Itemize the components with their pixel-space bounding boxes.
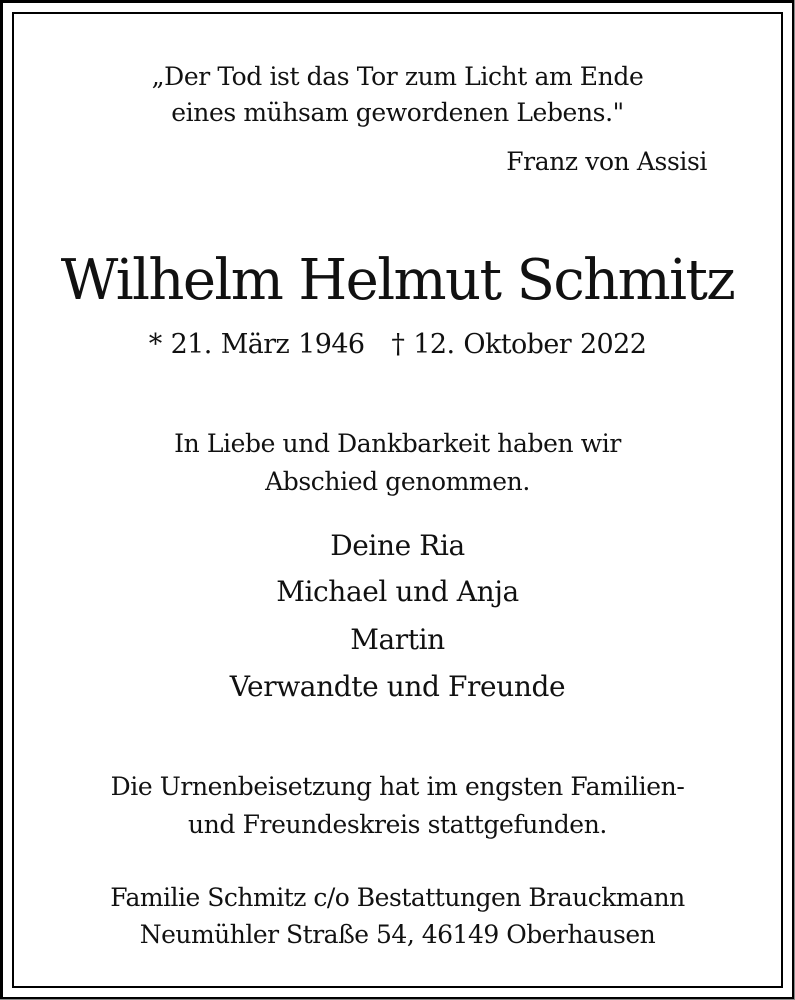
burial-line-1: Die Urnenbeisetzung hat im engsten Familien- bbox=[110, 772, 685, 801]
quote-line-2: eines mühsam gewordenen Lebens." bbox=[171, 98, 624, 127]
mourner-item: Deine Ria bbox=[330, 529, 465, 562]
contact-line-2: Neumühler Straße 54, 46149 Oberhausen bbox=[139, 920, 656, 949]
deceased-name: Wilhelm Helmut Schmitz bbox=[60, 248, 735, 313]
farewell-line-1: In Liebe und Dankbarkeit haben wir bbox=[174, 429, 621, 458]
quote-line-1: „Der Tod ist das Tor zum Licht am Ende bbox=[151, 62, 644, 91]
mourner-item: Michael und Anja bbox=[276, 575, 519, 608]
life-dates: * 21. März 1946 † 12. Oktober 2022 bbox=[148, 329, 647, 360]
mourner-item: Verwandte und Freunde bbox=[229, 670, 566, 703]
contact-line-1: Familie Schmitz c/o Bestattungen Brauckmann bbox=[110, 883, 685, 912]
mourner-item: Martin bbox=[350, 623, 445, 656]
farewell-line-2: Abschied genommen. bbox=[265, 467, 530, 496]
quote-author: Franz von Assisi bbox=[506, 147, 707, 176]
burial-line-2: und Freundeskreis stattgefunden. bbox=[188, 810, 607, 839]
